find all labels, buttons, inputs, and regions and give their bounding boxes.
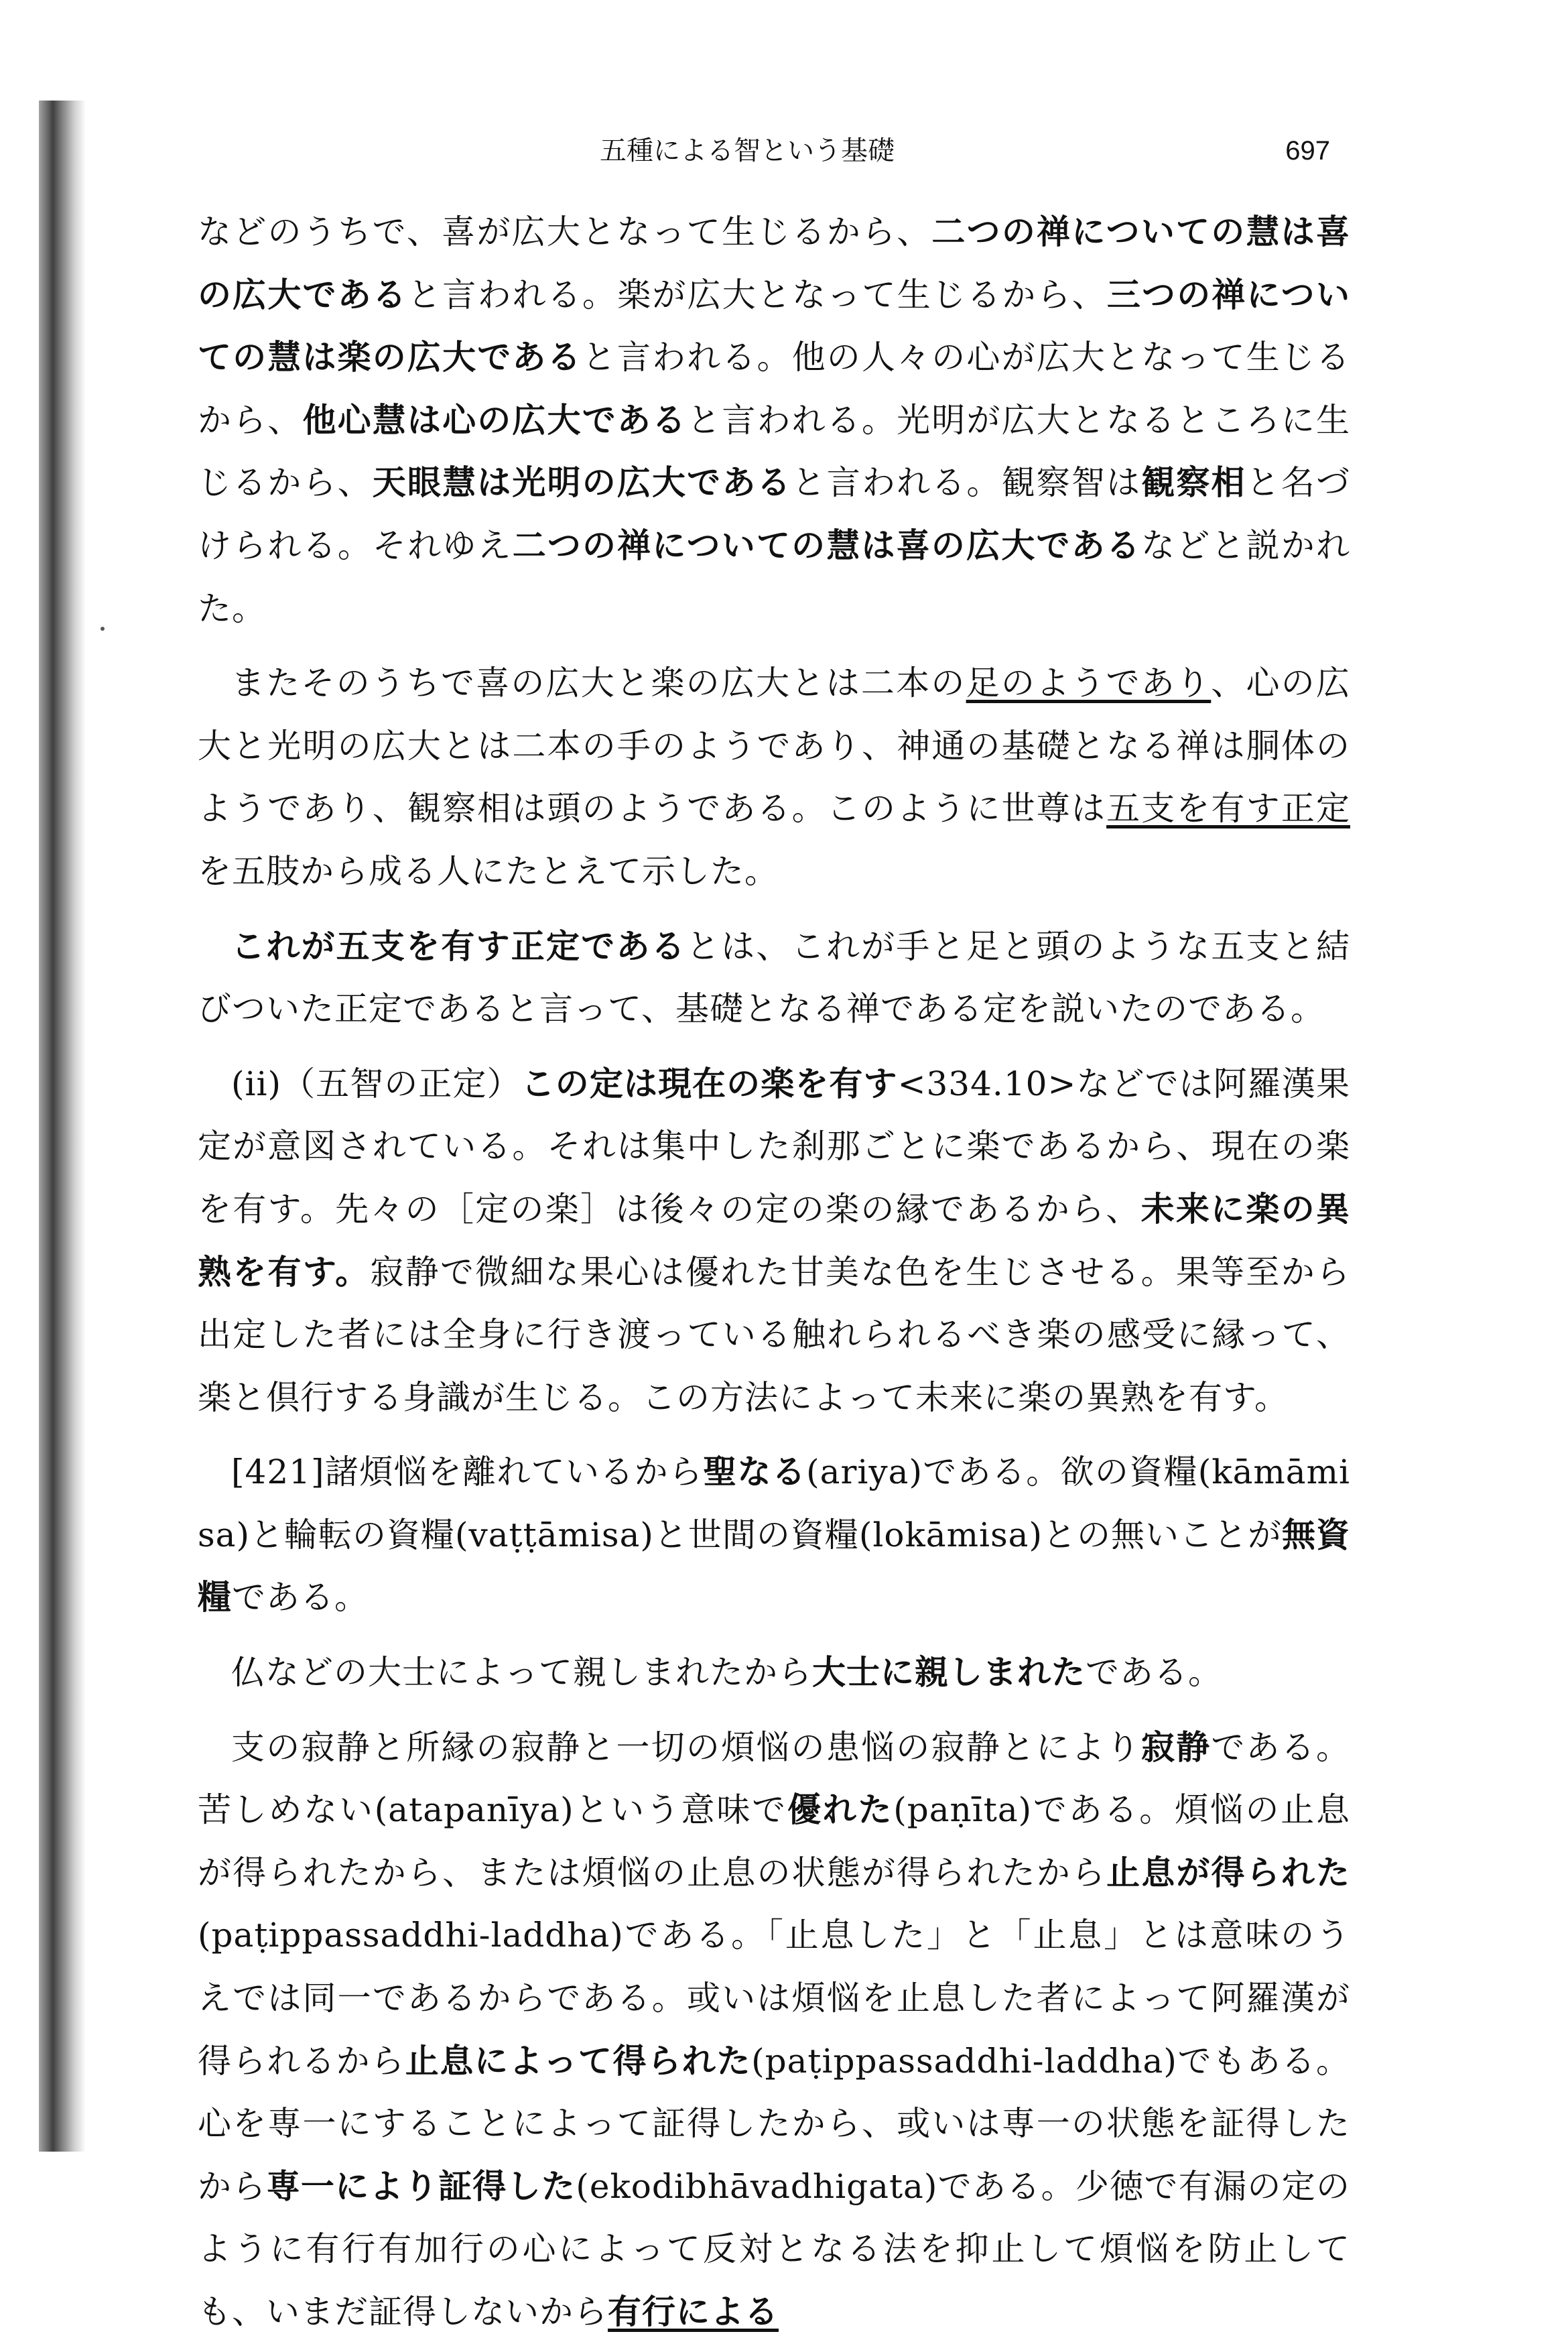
text-segment: 仏などの大士によって親しまれたから — [231, 1653, 812, 1692]
emphasized-term: 天眼慧は光明の広大である — [372, 463, 792, 503]
emphasized-term: 専一により証得した — [266, 2166, 576, 2206]
text-segment: と言われる。楽が広大となって生じるから、 — [407, 275, 1107, 314]
text-segment: と言われる。観察智は — [791, 463, 1142, 503]
emphasized-term: 止息が得られた — [1106, 1853, 1350, 1892]
scan-speck — [101, 627, 105, 631]
paragraph — [198, 201, 1350, 640]
underlined-text: 五支を有す正定 — [1106, 789, 1350, 828]
emphasized-term: 二つの禅についての慧は喜の広大である — [512, 526, 1142, 565]
emphasized-term: 止息によって得られた — [405, 2041, 752, 2081]
emphasized-term: 寂静 — [1140, 1727, 1212, 1767]
text-segment: などのうちで、喜が広大となって生じるから、 — [198, 212, 932, 251]
text-segment: (paṇīta)である。煩悩の止息が得られたから、または煩悩の止息の状態が得られたから — [198, 1790, 1351, 1892]
emphasized-term: これが五支を有す正定である — [231, 926, 686, 966]
paragraph — [198, 1717, 1350, 2344]
text-segment: 、心の広大と光明の広大とは二本の手のようであり、神通の基礎となる禅は胴体のようであり、観察相は頭のようである。このように世尊は — [198, 664, 1351, 828]
emphasized-term: 有行による — [608, 2292, 779, 2331]
page-header — [600, 127, 1330, 174]
text-segment: (paṭippassaddhi-laddha)でもある。心を専一にすることによって証得したから、或いは専一の状態を証得したから — [198, 2041, 1351, 2206]
emphasized-term: 聖なる — [703, 1453, 807, 1492]
emphasized-term: 大士に親しまれた — [812, 1653, 1086, 1692]
paragraph — [198, 1441, 1350, 1629]
body-text — [198, 201, 1350, 2344]
emphasized-term: 他心慧は心の広大である — [302, 400, 688, 440]
emphasized-term: 三つの禅についての慧は楽の広大である — [198, 275, 1350, 377]
emphasized-term: この定は現在の楽を有す — [521, 1064, 898, 1103]
text-segment: 寂静で微細な果心は優れた甘美な色を生じさせる。果等至から出定した者には全身に行き渡っている触れられるべき楽の感受に縁って、楽と倶行する身識が生じる。この方法によって未来に楽の異熟を有す。 — [198, 1252, 1350, 1417]
text-segment: である。苦しめない(atapanīya)という意味で — [198, 1727, 1351, 1830]
text-segment: を五肢から成る人にたとえて示した。 — [198, 851, 779, 891]
emphasized-term: 未来に楽の異熟を有す。 — [198, 1189, 1350, 1292]
page-number: 697 — [1285, 136, 1330, 166]
text-segment: (paṭippassaddhi-laddha)である。「止息した」と「止息」とは意味のうえでは同一であるからである。或いは煩悩を止息した者によって阿羅漢が得られるから — [198, 1916, 1350, 2081]
paragraph — [198, 1053, 1350, 1430]
text-segment: と言われる。他の人々の心が広大となって生じるから、 — [198, 338, 1350, 440]
running-title: 五種による智という基礎 — [600, 135, 895, 166]
text-segment: 支の寂静と所縁の寂静と一切の煩悩の患悩の寂静とにより — [231, 1727, 1141, 1767]
underlined-text: 足のようであり — [966, 664, 1212, 703]
text-segment: またそのうちで喜の広大と楽の広大とは二本の — [231, 664, 966, 703]
text-segment: (ariya)である。欲の資糧(kāmāmisa)と輪転の資糧(vaṭṭāmisa)と世間の資糧(lokāmisa)との無いことが — [198, 1453, 1351, 1554]
text-segment: <334.10>などでは阿羅漢果定が意図されている。それは集中した刹那ごとに楽であるから、現在の楽を有す。先々の［定の楽］は後々の定の楽の縁であるから、 — [198, 1064, 1351, 1229]
text-segment: (ii)（五智の正定） — [231, 1064, 521, 1103]
text-segment: である。 — [1086, 1653, 1222, 1692]
emphasized-term: 観察相 — [1141, 463, 1246, 503]
paragraph — [198, 916, 1350, 1041]
text-segment: である。 — [232, 1578, 369, 1617]
emphasized-term: 無資糧 — [198, 1515, 1350, 1617]
emphasized-term: 二つの禅についての慧は喜の広大である — [198, 212, 1350, 314]
text-segment: と名づけられる。それゆえ — [198, 463, 1350, 565]
text-segment: と言われる。光明が広大となるところに生じるから、 — [198, 400, 1350, 503]
text-segment: などと説かれた。 — [198, 526, 1350, 628]
text-segment: (ekodibhāvadhigata)である。少徳で有漏の定のように有行有加行の心によって反対となる法を抑止して煩悩を防止しても、いまだ証得しないから — [198, 2166, 1351, 2331]
paragraph — [198, 1642, 1350, 1705]
binding-shadow — [39, 101, 86, 2152]
emphasized-term: 優れた — [787, 1790, 894, 1830]
text-segment: [421]諸煩悩を離れているから — [231, 1453, 704, 1492]
text-segment: とは、これが手と足と頭のような五支と結びついた正定であると言って、基礎となる禅である定を説いたのである。 — [198, 926, 1351, 1029]
paragraph — [198, 652, 1350, 903]
